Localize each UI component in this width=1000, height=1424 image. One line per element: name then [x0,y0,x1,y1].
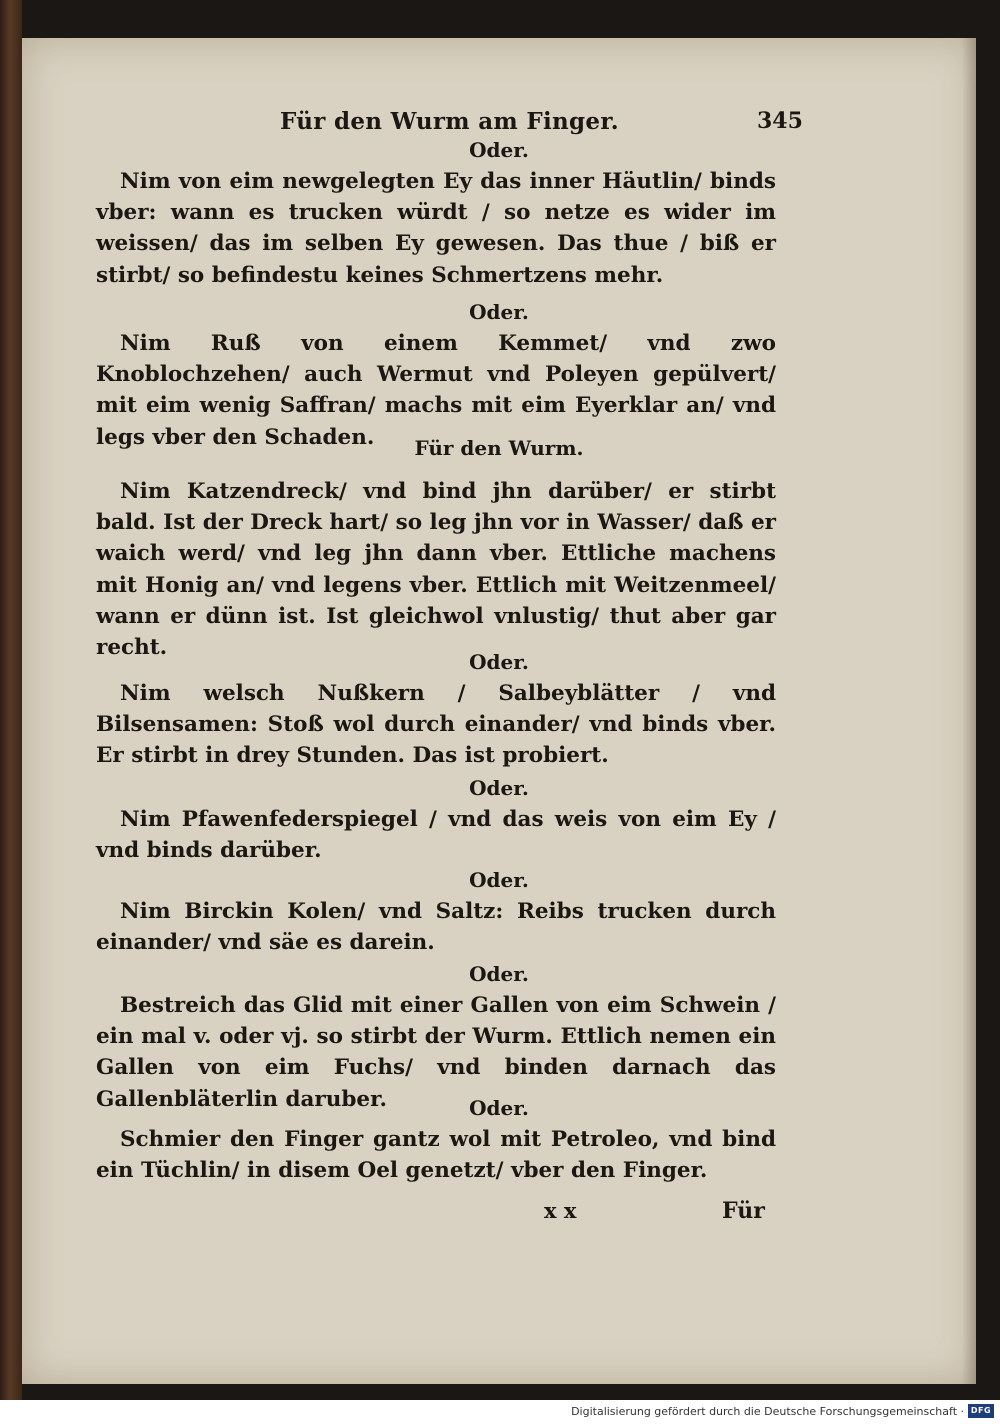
dfg-logo-icon: DFG [968,1404,994,1418]
digitization-footer [0,1400,1000,1424]
section-paragraph: Nim von eim newgelegten Ey das inner Häutlin/ binds vber: wann es trucken würdt / so netze es wider im weissen/ das im selben Ey gewesen. Das thue / biß er stirbt/ so befindestu keines Schmertzens mehr. [96,169,776,288]
section-heading: Oder. [469,868,529,892]
book-spine-edge [0,0,22,1400]
section-heading: Oder. [469,300,529,324]
section-paragraph: Nim Birckin Kolen/ vnd Saltz: Reibs trucken durch einander/ vnd säe es darein. [96,899,776,956]
section-heading: Für den Wurm. [414,436,584,460]
catchword: Für [722,1198,765,1224]
section-paragraph: Schmier den Finger gantz wol mit Petroleo, vnd bind ein Tüchlin/ in disem Oel genetzt/ vber den Finger. [96,1127,776,1184]
section-heading: Oder. [469,962,529,986]
running-head: Für den Wurm am Finger. [280,108,619,135]
book-page [22,38,976,1384]
page-shadow [962,38,976,1384]
funding-credit: Digitalisierung gefördert durch die Deutsche Forschungsgemeinschaft · [571,1405,964,1418]
section-heading: Oder. [469,138,529,162]
section-paragraph: Nim welsch Nußkern / Salbeyblätter / vnd Bilsensamen: Stoß wol durch einander/ vnd binds vber. Er stirbt in drey Stunden. Das ist probiert. [96,681,776,769]
section-paragraph: Nim Ruß von einem Kemmet/ vnd zwo Knoblochzehen/ auch Wermut vnd Poleyen gepülvert/ mit eim wenig Saffran/ machs mit eim Eyerklar an/ vnd legs vber den Schaden. [96,331,776,450]
section-paragraph: Nim Katzendreck/ vnd bind jhn darüber/ er stirbt bald. Ist der Dreck hart/ so leg jhn vor in Wasser/ daß er waich werd/ vnd leg jhn dann vber. Ettliche machens mit Honig an/ vnd legens vber. Ettlich mit Weitzenmeel/ wann er dünn ist. Ist gleichwol vnlustig/ thut aber gar recht. [96,479,776,661]
page-number: 345 [757,108,803,134]
signature-mark: x x [544,1198,577,1223]
section-paragraph: Bestreich das Glid mit einer Gallen von eim Schwein / ein mal v. oder vj. so stirbt der Wurm. Ettlich nemen ein Gallen von eim Fuchs/ vnd binden darnach das Gallenbläterlin daruber. [96,993,776,1112]
section-paragraph: Nim Pfawenfederspiegel / vnd das weis von eim Ey / vnd binds darüber. [96,807,776,864]
section-heading: Oder. [469,776,529,800]
section-heading: Oder. [469,650,529,674]
section-heading: Oder. [469,1096,529,1120]
